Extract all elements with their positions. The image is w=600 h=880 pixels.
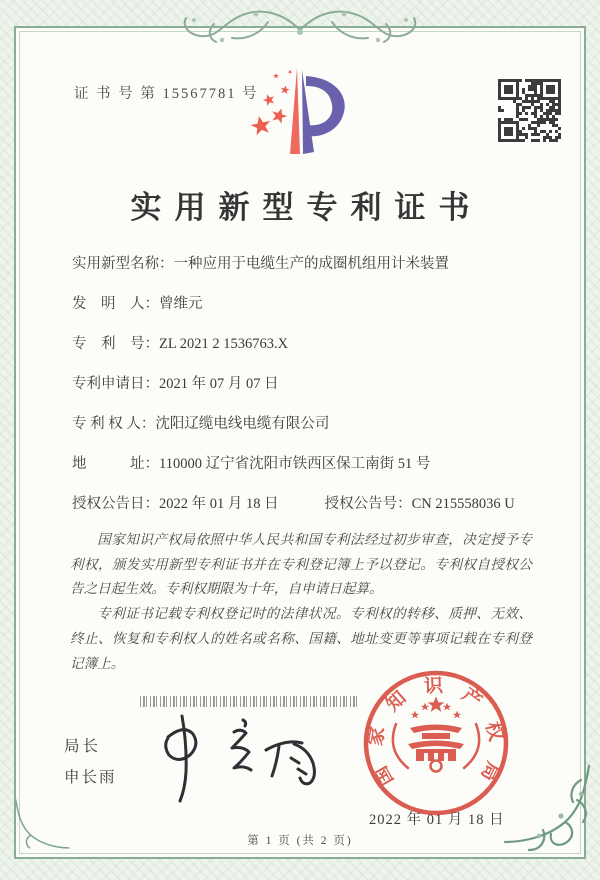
field-value: 曾维元: [159, 296, 203, 312]
legal-paragraph-2: 专利证书记载专利权登记时的法律状况。专利权的转移、质押、无效、终止、恢复和专利权人的姓名或名称、国籍、地址变更等事项记载在专利登记簿上。: [70, 606, 532, 671]
field-patent-number: [72, 332, 542, 372]
legal-text: [70, 528, 532, 676]
field-label: 发 明 人：: [72, 296, 159, 312]
field-application-date: [72, 372, 542, 412]
issue-date: 2022 年 01 月 18 日: [369, 812, 505, 828]
page-number: 第 1 页 (共 2 页): [247, 835, 353, 847]
certificate-number: 证 书 号 第 15567781 号: [74, 86, 259, 102]
field-address: [72, 452, 542, 492]
field-label: 专 利 权 人：: [72, 416, 156, 432]
director-title: 局长: [64, 738, 102, 755]
field-value: 2022 年 01 月 18 日: [159, 496, 279, 512]
field-label: 地 址：: [72, 456, 159, 472]
certificate-fields: [72, 252, 542, 532]
qr-code: [498, 79, 561, 142]
field-label: 授权公告号：: [324, 496, 412, 512]
field-value: CN 215558036 U: [411, 496, 515, 512]
field-label: 授权公告日：: [72, 496, 159, 512]
top-border-ornament-icon: [160, 0, 440, 54]
field-label: 专 利 号：: [72, 336, 159, 352]
director-signature-icon: [148, 704, 343, 806]
legal-paragraph-1: 国家知识产权局依照中华人民共和国专利法经过初步审查，决定授予专利权，颁发实用新型专利证书并在专利登记簿上予以登记。专利权自授权公告之日起生效。专利权期限为十年，自申请日起算。: [70, 532, 532, 597]
field-value: 2021 年 07 月 07 日: [159, 376, 279, 392]
field-value: 110000 辽宁省沈阳市铁西区保工南街 51 号: [159, 456, 431, 472]
field-value: ZL 2021 2 1536763.X: [159, 336, 289, 352]
field-value: 沈阳辽缆电线电缆有限公司: [155, 416, 330, 432]
field-value: 一种应用于电缆生产的成圈机组用计米装置: [173, 256, 449, 272]
cnipa-logo-icon: [248, 60, 352, 166]
field-grant-date-and-number: [72, 492, 542, 532]
field-label: 专利申请日：: [72, 376, 159, 392]
field-label: 实用新型名称：: [72, 256, 174, 272]
field-patentee: [72, 412, 542, 452]
director-name: 申长雨: [64, 769, 117, 786]
certificate-title: 实用新型专利证书: [130, 190, 483, 225]
seal-text: 国家知识产权局: [365, 675, 507, 790]
field-utility-model-name: [72, 252, 542, 292]
field-inventor: [72, 292, 542, 332]
bottom-left-flourish-icon: [6, 796, 76, 858]
official-seal-icon: [356, 658, 518, 830]
